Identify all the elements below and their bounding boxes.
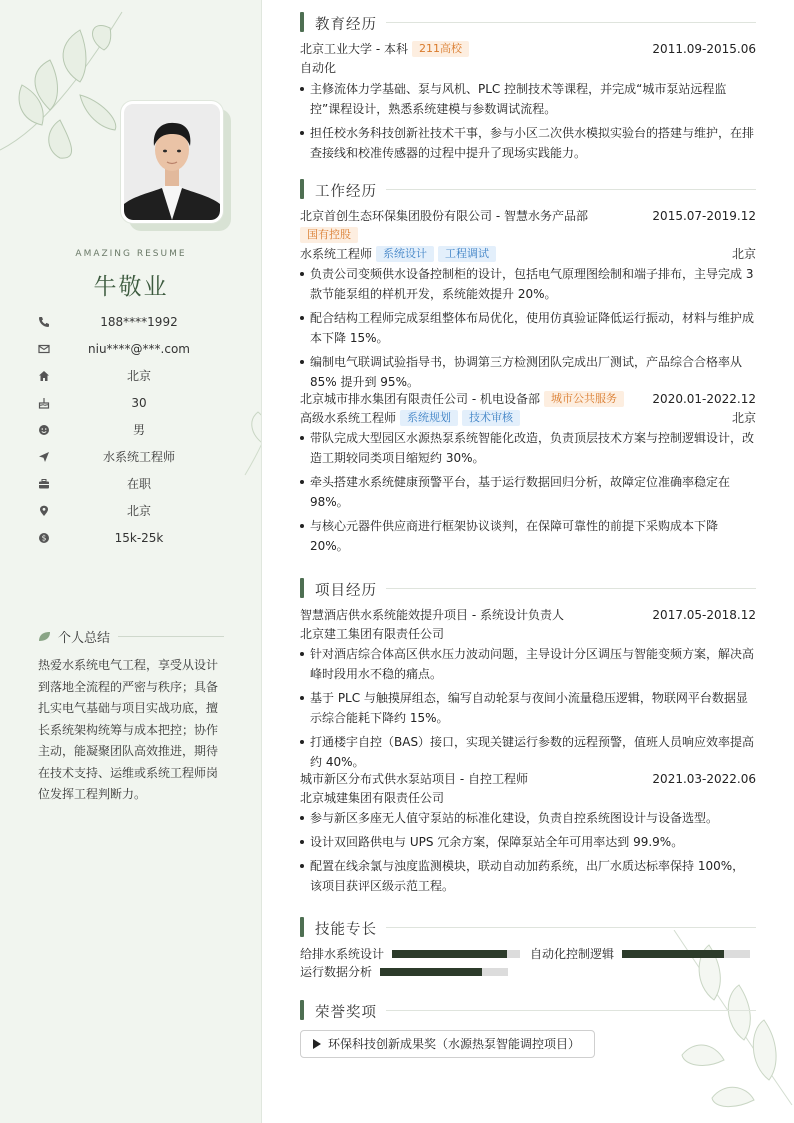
cake-icon (38, 397, 50, 409)
project-row (300, 770, 756, 789)
role-title: 高级水系统工程师 (300, 411, 397, 425)
resume-subtitle: AMAZING RESUME (75, 249, 187, 259)
info-status: 在职 (38, 474, 228, 501)
work-bullets (300, 428, 756, 556)
company-row (300, 207, 756, 226)
skill-name: 自动化控制逻辑 (530, 947, 615, 961)
send-icon (38, 451, 50, 463)
company-tag: 城市公共服务 (544, 391, 624, 407)
work-entry (300, 207, 756, 392)
work-city: 北京 (731, 247, 756, 261)
role-tag: 工程调试 (438, 246, 496, 262)
school-name: 北京工业大学 - 本科 (300, 42, 408, 56)
summary-text: 热爱水系统电气工程，享受从设计到落地全流程的严密与秩序；具备扎实电气基础与项目实战功底，擅长系统架构统筹与成本把控；协作主动，能凝聚团队高效推进，期待在技术支持、运维或系统工程师岗位发挥工程判断力。 (38, 658, 219, 801)
company-name: 北京首创生态环保集团股份有限公司 - 智慧水务产品部 (300, 209, 588, 223)
home-icon (38, 370, 50, 382)
list-item: 担任校水务科技创新社技术干事，参与小区二次供水模拟实验台的搭建与维护，在排查接线和校准传感器的过程中提升了现场实践能力。 (300, 123, 756, 163)
photo-frame (121, 101, 223, 223)
project-org: 北京建工集团有限责任公司 (300, 627, 445, 641)
education-section (300, 12, 756, 167)
education-major: 自动化 (300, 61, 337, 75)
info-phone: 188****1992 (38, 312, 228, 339)
list-item: 针对酒店综合体高区供水压力波动问题，主导设计分区调压与智能变频方案，解决高峰时段用水不稳的痛点。 (300, 644, 756, 684)
skill-name: 给排水系统设计 (300, 947, 385, 961)
list-item: 与核心元器件供应商进行框架协议谈判，在保障可靠性的前提下采购成本下降 20%。 (300, 516, 756, 556)
role-tag: 系统规划 (400, 410, 458, 426)
gender-icon (38, 424, 50, 436)
skill-bar-fill (622, 950, 724, 958)
skills-section (300, 917, 756, 985)
company-tag-row (300, 226, 756, 245)
list-item: 负责公司变频供水设备控制柜的设计，包括电气原理图绘制和端子排布，主导完成 3 款节能泵组的样机开发，系统能效提升 20%。 (300, 264, 756, 304)
projects-heading: 项目经历 (300, 578, 756, 598)
company-name: 北京城市排水集团有限责任公司 - 机电设备部 (300, 392, 540, 406)
project-entry (300, 770, 756, 896)
list-item: 主修流体力学基础、泵与风机、PLC 控制技术等课程，并完成“城市泵站远程监控”课程设计，熟悉系统建模与参数调试流程。 (300, 79, 756, 119)
project-org: 北京城建集团有限责任公司 (300, 791, 445, 805)
info-salary: $ 15k-25k (38, 528, 228, 555)
role-tag: 系统设计 (376, 246, 434, 262)
location-pin-icon (38, 505, 50, 517)
info-residence: 北京 (38, 366, 228, 393)
skill-item (300, 963, 522, 981)
skills-heading: 技能专长 (300, 917, 756, 937)
company-tag: 国有控股 (300, 227, 358, 243)
briefcase-icon (38, 478, 50, 490)
svg-text:$: $ (41, 533, 47, 543)
contact-info-list (38, 312, 228, 555)
project-entry (300, 606, 756, 772)
info-email: niu****@***.com (38, 339, 228, 366)
list-item: 设计双回路供电与 UPS 冗余方案，保障泵站全年可用率达到 99.9%。 (300, 832, 756, 852)
skill-bar (380, 968, 508, 976)
education-heading: 教育经历 (300, 12, 756, 32)
avatar (124, 104, 220, 220)
work-section (300, 179, 756, 560)
list-item: 打通楼宇自控（BAS）接口，实现关键运行参数的远程预警，值班人员响应效率提高约 40%。 (300, 732, 756, 772)
phone-icon (38, 316, 50, 328)
project-row (300, 606, 756, 625)
candidate-name: 牛敬业 (93, 274, 169, 300)
skill-bar-fill (380, 968, 482, 976)
education-school-row (300, 40, 756, 59)
project-bullets (300, 644, 756, 772)
triangle-right-icon (313, 1039, 321, 1049)
projects-section (300, 578, 756, 900)
role-row (300, 409, 756, 428)
list-item: 参与新区多座无人值守泵站的标准化建设，负责自控系统图设计与设备选型。 (300, 808, 756, 828)
work-period: 2020.01-2022.12 (652, 392, 756, 406)
project-name: 智慧酒店供水系统能效提升项目 - 系统设计负责人 (300, 608, 564, 622)
info-gender: 男 (38, 420, 228, 447)
work-city: 北京 (731, 411, 756, 425)
honors-heading: 荣誉奖项 (300, 1000, 756, 1020)
project-period: 2021.03-2022.06 (652, 772, 756, 786)
mail-icon (38, 343, 50, 355)
leaf-decoration (240, 370, 262, 480)
skill-bar (622, 950, 750, 958)
work-heading: 工作经历 (300, 179, 756, 199)
info-age: 30 (38, 393, 228, 420)
work-bullets (300, 264, 756, 392)
leaf-decoration (0, 10, 130, 170)
education-bullets (300, 79, 756, 163)
school-tag: 211高校 (412, 41, 469, 57)
list-item: 带队完成大型园区水源热泵系统智能化改造，负责顶层技术方案与控制逻辑设计，改造工期较同类项目缩短约 30%。 (300, 428, 756, 468)
skill-bar-fill (392, 950, 507, 958)
list-item: 牵头搭建水系统健康预警平台，基于运行数据回归分析，故障定位准确率稳定在 98%。 (300, 472, 756, 512)
role-row (300, 245, 756, 264)
role-tag: 技术审核 (462, 410, 520, 426)
project-name: 城市新区分布式供水泵站项目 - 自控工程师 (300, 772, 528, 786)
main-content (262, 0, 794, 1123)
work-period: 2015.07-2019.12 (652, 209, 756, 223)
skill-name: 运行数据分析 (300, 965, 373, 979)
education-period: 2011.09-2015.06 (652, 42, 756, 56)
skill-bar (392, 950, 520, 958)
list-item: 配置在线余氯与浊度监测模块，联动自动加药系统，出厂水质达标率保持 100%，该项目获评区级示范工程。 (300, 856, 756, 896)
award-badge (300, 1030, 595, 1058)
list-item: 编制电气联调试验指导书，协调第三方检测团队完成出厂测试，产品综合合格率从 85% 提升到 95%。 (300, 352, 756, 392)
summary-heading: 个人总结 (38, 627, 224, 647)
skill-item (530, 945, 752, 963)
role-title: 水系统工程师 (300, 247, 373, 261)
list-item: 配合结构工程师完成泵组整体布局优化，使用仿真验证降低运行振动，材料与维护成本下降 15%。 (300, 308, 756, 348)
honors-section (300, 1000, 756, 1058)
work-entry (300, 390, 756, 556)
leaf-icon (38, 631, 51, 642)
sidebar (0, 0, 262, 1123)
list-item: 基于 PLC 与触摸屏组态，编写自动轮泵与夜间小流量稳压逻辑，物联网平台数据显示综合能耗下降约 15%。 (300, 688, 756, 728)
skill-item (300, 945, 522, 963)
company-row (300, 390, 756, 409)
award-name: 环保科技创新成果奖（水源热泵智能调控项目） (328, 1037, 581, 1051)
project-period: 2017.05-2018.12 (652, 608, 756, 622)
info-position: 水系统工程师 (38, 447, 228, 474)
project-bullets (300, 808, 756, 896)
skills-list (300, 945, 756, 985)
info-target-city: 北京 (38, 501, 228, 528)
money-icon (38, 532, 50, 544)
